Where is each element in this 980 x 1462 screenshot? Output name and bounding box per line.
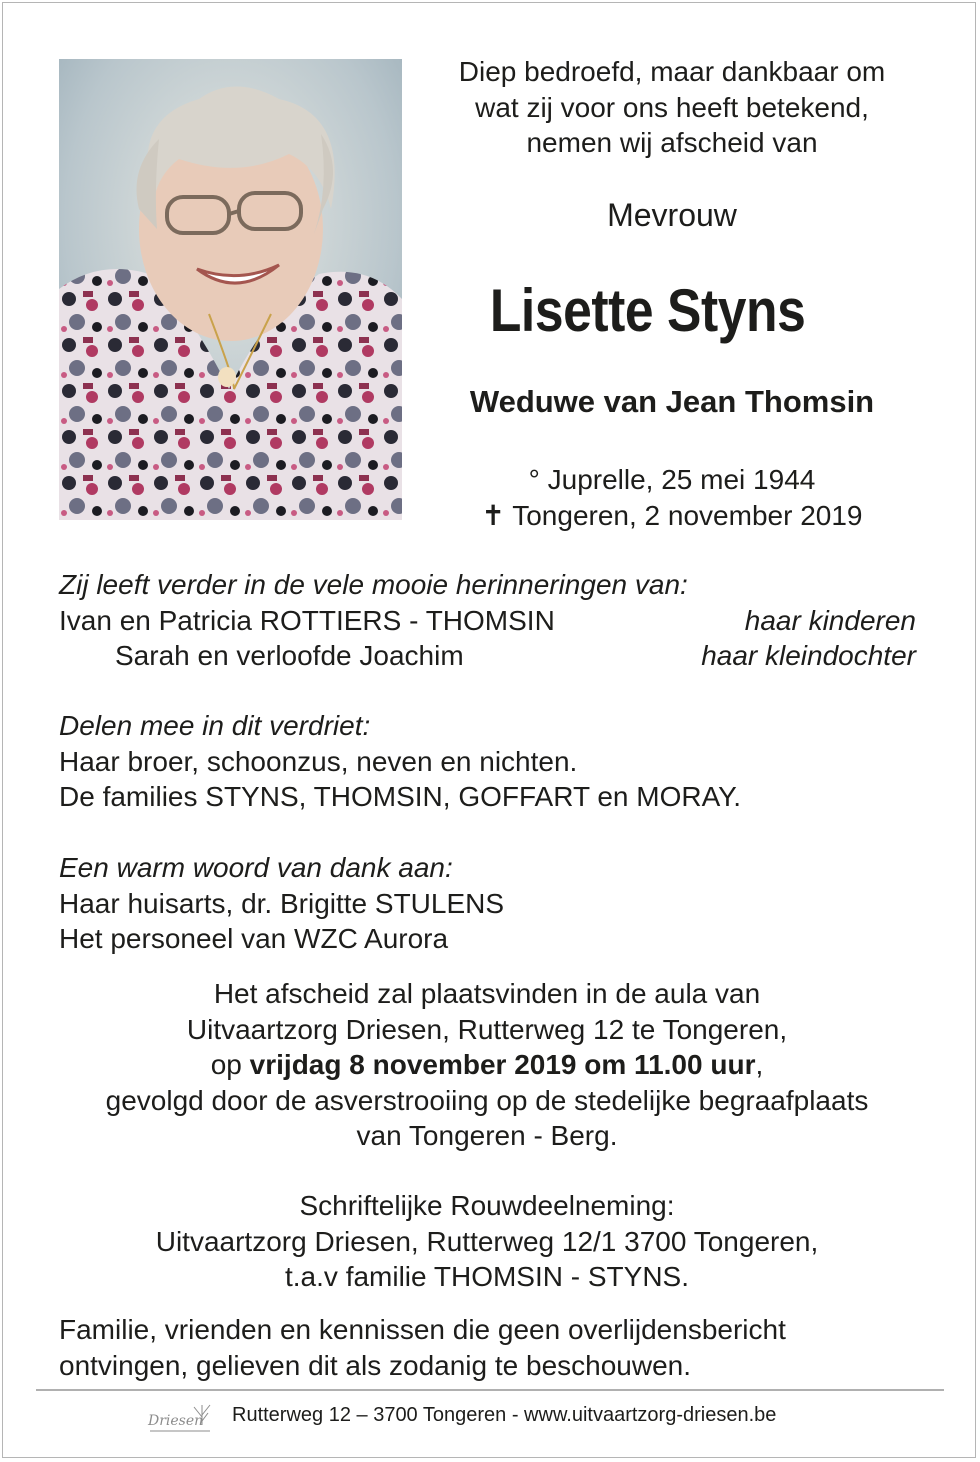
intro-line: Diep bedroefd, maar dankbaar om [458, 56, 886, 87]
thanks-line: Haar huisarts, dr. Brigitte STULENS [59, 887, 505, 919]
notice-line: Familie, vrienden en kennissen die geen overlijdensbericht [59, 1314, 786, 1345]
ceremony-date: vrijdag 8 november 2019 om 11.00 uur [249, 1049, 756, 1080]
ceremony-section [40, 976, 934, 1154]
sorrow-section [59, 708, 919, 815]
death-line: ✝ Tongeren, 2 november 2019 [481, 500, 863, 531]
thanks-section [59, 850, 919, 957]
ceremony-prefix: op [210, 1049, 250, 1080]
condolence-line: Uitvaartzorg Driesen, Rutterweg 12/1 3700 Tongeren, [155, 1225, 819, 1257]
intro-line: wat zij voor ons heeft betekend, [475, 91, 869, 123]
thanks-line: Het personeel van WZC Aurora [59, 923, 449, 954]
notice-line: ontvingen, gelieven dit als zodanig te beschouwen. [59, 1349, 691, 1381]
logo-text: Driesen [148, 1413, 204, 1429]
intro-line: nemen wij afscheid van [526, 127, 818, 158]
deceased-name: Lisette Styns [489, 277, 806, 344]
family-relation: haar kleindochter [701, 640, 916, 671]
condolence-section [40, 1188, 934, 1295]
title-mevrouw: Mevrouw [607, 197, 737, 233]
sorrow-heading: Delen mee in dit verdriet: [59, 710, 371, 741]
memories-section [59, 567, 919, 674]
notice-section [59, 1312, 919, 1383]
family-row [59, 603, 919, 639]
intro-text [418, 54, 926, 161]
portrait-photo [59, 59, 402, 520]
ceremony-line: gevolgd door de asverstrooiing op de stedelijke begraafplaats [105, 1084, 869, 1116]
birth-line: ° Juprelle, 25 mei 1944 [528, 464, 816, 495]
memories-heading: Zij leeft verder in de vele mooie herinneringen van: [59, 569, 688, 600]
footer-divider [36, 1389, 944, 1391]
family-name: Ivan en Patricia ROTTIERS - THOMSIN [59, 604, 555, 636]
sorrow-line: Haar broer, schoonzus, neven en nichten. [59, 745, 578, 777]
condolence-line: Schriftelijke Rouwdeelneming: [299, 1190, 675, 1221]
thanks-heading: Een warm woord van dank aan: [59, 852, 453, 883]
ceremony-line: Uitvaartzorg Driesen, Rutterweg 12 te Tongeren, [186, 1013, 788, 1045]
family-name: Sarah en verloofde Joachim [115, 640, 464, 671]
family-relation: haar kinderen [744, 604, 916, 636]
birth-death-dates [418, 462, 926, 534]
footer-address: Rutterweg 12 – 3700 Tongeren - www.uitvaartzorg-driesen.be [232, 1404, 777, 1426]
condolence-line: t.a.v familie THOMSIN - STYNS. [285, 1261, 689, 1292]
ceremony-line: Het afscheid zal plaatsvinden in de aula van [213, 978, 761, 1009]
widow-line: Weduwe van Jean Thomsin [469, 384, 875, 419]
ceremony-line: van Tongeren - Berg. [356, 1120, 618, 1151]
ceremony-date-line [40, 1047, 934, 1083]
ceremony-suffix: , [755, 1049, 764, 1080]
driesen-logo [146, 1395, 214, 1437]
sorrow-line: De families STYNS, THOMSIN, GOFFART en MORAY. [59, 781, 742, 812]
family-row [59, 638, 919, 674]
